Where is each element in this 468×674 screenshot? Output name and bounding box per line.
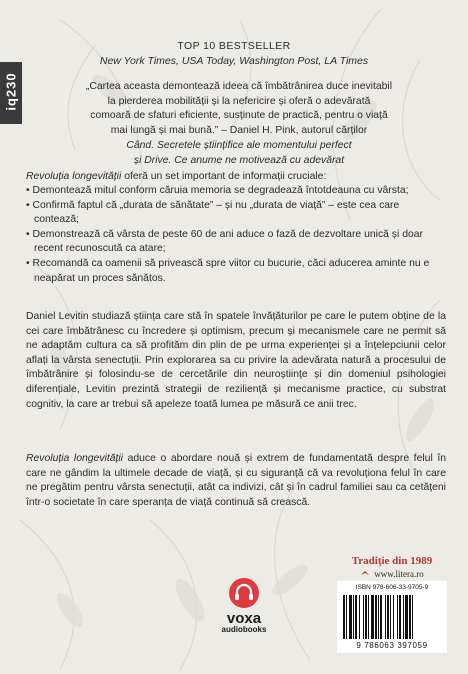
voxa-name: voxa <box>226 610 262 627</box>
barcode-bar <box>375 595 377 639</box>
barcode-bar <box>380 595 382 639</box>
barcode-bar <box>353 595 354 639</box>
headphones-icon <box>229 578 259 608</box>
list-item: • Recomandă ca oamenii să privească spre viitor cu bucurie, căci aducerea aminte nu e neapărat un proces sănătos. <box>26 257 430 284</box>
publisher-url-row <box>337 569 447 579</box>
endorsement-quote <box>50 80 428 168</box>
quote-line-italic: Când. Secretele științifice ale momentului perfect <box>126 139 352 151</box>
author-paragraph: Daniel Levitin studiază știința care stă în spatele învățăturilor pe care le putem obține de la cei care îmbătrânesc cu încredere și optimism, precum și mecanismele care ne permit să ne adaptăm cultura ca să profităm din plin de pe urma experienței și a înțelepciunii celor aflați la vârsta senectuții. Prin explorarea sa cu privire la adevărata natură a procesului de îmbătrânire și folosindu-se de cercetările din neuroștiințe și din domeniul psihologiei diferențiale, Levitin prezintă strategii de reziliență și mecanisme practice, cu substrat cognitiv, la care ar trebui să apeleze toată lumea pe măsură ce anii trec. <box>26 311 446 410</box>
ean-number: 9 786063 397059 <box>356 641 428 650</box>
barcode-bar <box>355 595 357 639</box>
barcode-bar <box>390 595 391 639</box>
barcode-bar <box>349 595 352 639</box>
barcode-bar <box>378 595 379 639</box>
book-title: Revoluția longevității <box>26 453 123 464</box>
barcode-bar <box>399 595 401 639</box>
bestseller-title: TOP 10 BESTSELLER <box>177 40 291 52</box>
list-item: • Demonstrează că vârsta de peste 60 de ani aduce o fază de dezvoltare unică și doar recent recunoscută ca atare; <box>26 228 423 255</box>
quote-line: „Cartea aceasta demontează ideea că îmbătrânirea duce inevitabil <box>85 81 393 92</box>
closing-text: aduce o abordare nouă și extrem de fundamentată despre felul în care ne gândim la ultimele decade de viață, și cu siguranță că va revoluționa felul în care ne pregătim pentru vârsta senectuții, atât ca indivizi, cât și în cadrul familiei sau ca cetățeni într-o societate în care speranța de viață continuă să crească. <box>26 453 446 508</box>
bestseller-sources: New York Times, USA Today, Washington Post, LA Times <box>99 55 369 67</box>
barcode-bar <box>359 595 360 639</box>
isbn-text: ISBN 978-606-33-9705-9 <box>355 584 429 591</box>
barcode-bar <box>365 595 367 639</box>
closing-paragraph <box>26 452 446 510</box>
publisher-url: www.litera.ro <box>374 569 424 579</box>
barcode-bar <box>371 595 374 639</box>
barcode-bar <box>368 595 369 639</box>
barcode-bar <box>412 595 413 639</box>
voxa-logo <box>214 578 274 634</box>
collection-side-tab <box>0 62 22 124</box>
barcode-bars <box>343 595 441 639</box>
barcode-bar <box>385 595 386 639</box>
quote-line: comoară de sfaturi eficiente, susținute de practică, pentru o viață <box>90 110 388 122</box>
barcode <box>337 581 447 653</box>
intro-paragraph <box>26 170 446 185</box>
tradition-label: Tradiție din 1989 <box>351 555 433 567</box>
quote-line-italic: și Drive. Ce anume ne motivează cu adevărat <box>133 154 345 166</box>
collection-label: iq230 <box>3 72 19 111</box>
list-item: • Demontează mitul conform căruia memoria se degradează întotdeauna cu vârsta; <box>26 185 409 196</box>
voxa-subtitle: audiobooks <box>221 625 267 634</box>
barcode-bar <box>343 595 345 639</box>
quote-line: mai lungă și mai bună.” – Daniel H. Pink, autorul cărților <box>110 125 368 137</box>
barcode-bar <box>403 595 404 639</box>
barcode-bar <box>397 595 398 639</box>
barcode-bar <box>405 595 408 639</box>
barcode-bar <box>393 595 394 639</box>
barcode-bar <box>409 595 411 639</box>
barcode-bar <box>387 595 389 639</box>
book-title: Revoluția longevității <box>26 171 122 182</box>
quote-line: la pierderea mobilității și la nefericire și oferă o adevărată <box>107 95 371 107</box>
benefits-list <box>26 184 446 286</box>
litera-bird-icon <box>360 569 370 579</box>
barcode-bar <box>346 595 347 639</box>
intro-text: oferă un set important de informații cruciale: <box>121 171 327 182</box>
barcode-bar <box>363 595 364 639</box>
list-item: • Confirmă faptul că „durata de sănătate” – și nu „durata de viață” – este cea care contează; <box>26 199 400 226</box>
publisher-block <box>337 555 447 653</box>
